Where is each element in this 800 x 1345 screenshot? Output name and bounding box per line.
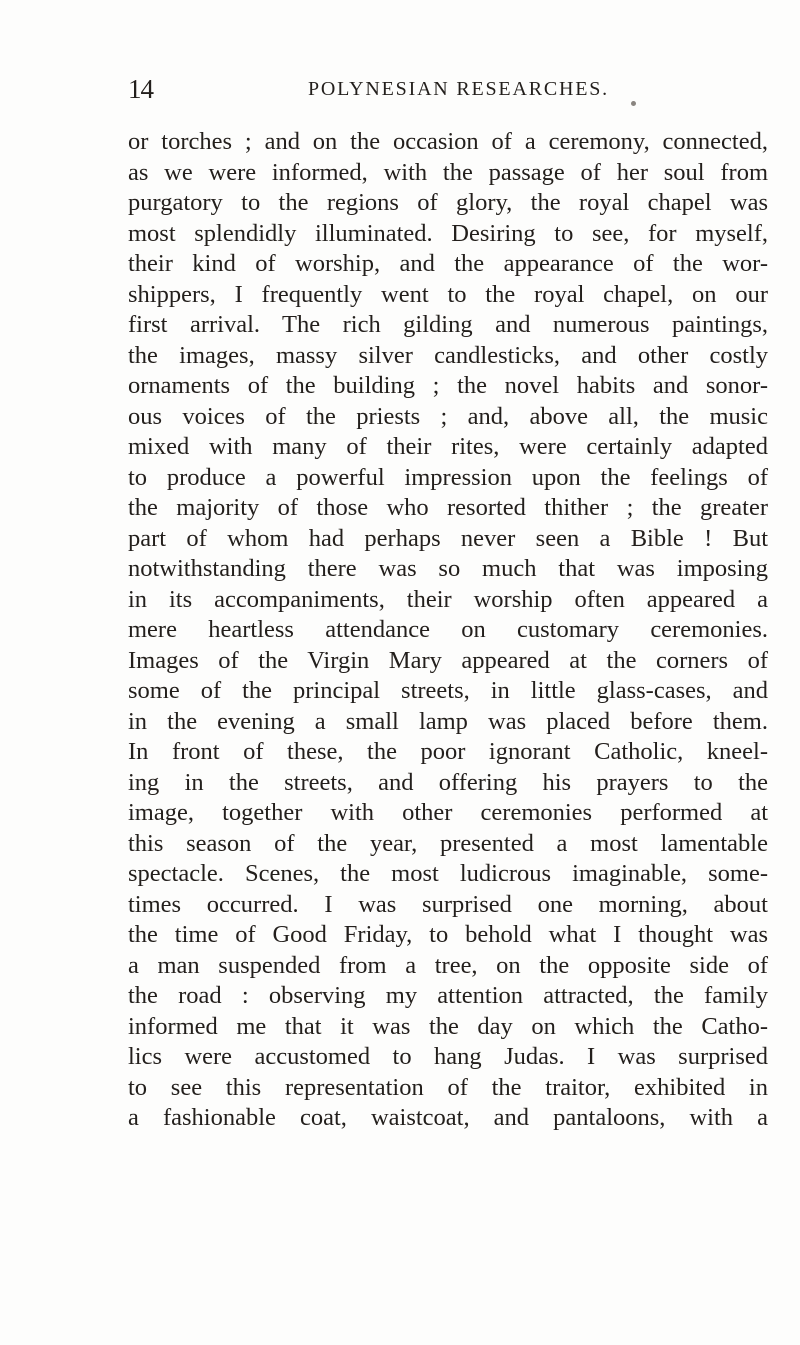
text-line: in the evening a small lamp was placed before them.	[128, 707, 768, 735]
text-line: ing in the streets, and offering his prayers to the	[128, 768, 768, 796]
text-line: mixed with many of their rites, were certainly adapted	[128, 433, 768, 460]
text-line: as we were informed, with the passage of her soul from	[128, 158, 768, 186]
text-line: to produce a powerful impression upon the feelings of	[128, 463, 768, 491]
text-line: first arrival. The rich gilding and numerous paintings,	[128, 311, 768, 338]
text-line: a man suspended from a tree, on the opposite side of	[128, 951, 768, 979]
text-line: part of whom had perhaps never seen a Bible ! But	[128, 524, 768, 552]
text-line: In front of these, the poor ignorant Catholic, kneel-	[128, 738, 768, 765]
text-line: the images, massy silver candlesticks, and other costly	[128, 341, 768, 369]
text-line: shippers, I frequently went to the royal chapel, on our	[128, 280, 768, 308]
text-line: a fashionable coat, waistcoat, and pantaloons, with a	[128, 1104, 768, 1131]
page-header	[128, 74, 788, 108]
text-line: purgatory to the regions of glory, the royal chapel was	[128, 189, 768, 216]
text-line: their kind of worship, and the appearance of the wor-	[128, 250, 768, 277]
text-line: most splendidly illuminated. Desiring to see, for myself,	[128, 219, 768, 247]
text-line: the time of Good Friday, to behold what I thought was	[128, 921, 768, 948]
running-head: POLYNESIAN RESEARCHES.	[308, 78, 609, 100]
text-line: the road : observing my attention attracted, the family	[128, 982, 768, 1009]
print-speck	[631, 101, 636, 106]
text-line: lics were accustomed to hang Judas. I was surprised	[128, 1043, 768, 1070]
text-line: in its accompaniments, their worship often appeared a	[128, 585, 768, 613]
text-line: Images of the Virgin Mary appeared at the corners of	[128, 646, 768, 674]
page-number: 14	[128, 74, 153, 104]
text-line: ornaments of the building ; the novel habits and sonor-	[128, 372, 768, 399]
body-text	[128, 127, 768, 1134]
text-line: the majority of those who resorted thither ; the greater	[128, 494, 768, 521]
text-line: spectacle. Scenes, the most ludicrous imaginable, some-	[128, 860, 768, 887]
text-line: to see this representation of the traitor, exhibited in	[128, 1073, 768, 1101]
text-line: informed me that it was the day on which the Catho-	[128, 1012, 768, 1040]
text-line: this season of the year, presented a most lamentable	[128, 829, 768, 857]
text-line: or torches ; and on the occasion of a ceremony, connected,	[128, 128, 768, 155]
text-line: ous voices of the priests ; and, above all, the music	[128, 402, 768, 430]
text-line: image, together with other ceremonies performed at	[128, 799, 768, 826]
text-line: times occurred. I was surprised one morning, about	[128, 890, 768, 918]
text-line: mere heartless attendance on customary ceremonies.	[128, 616, 768, 643]
text-line: notwithstanding there was so much that was imposing	[128, 555, 768, 582]
text-line: some of the principal streets, in little glass-cases, and	[128, 677, 768, 704]
